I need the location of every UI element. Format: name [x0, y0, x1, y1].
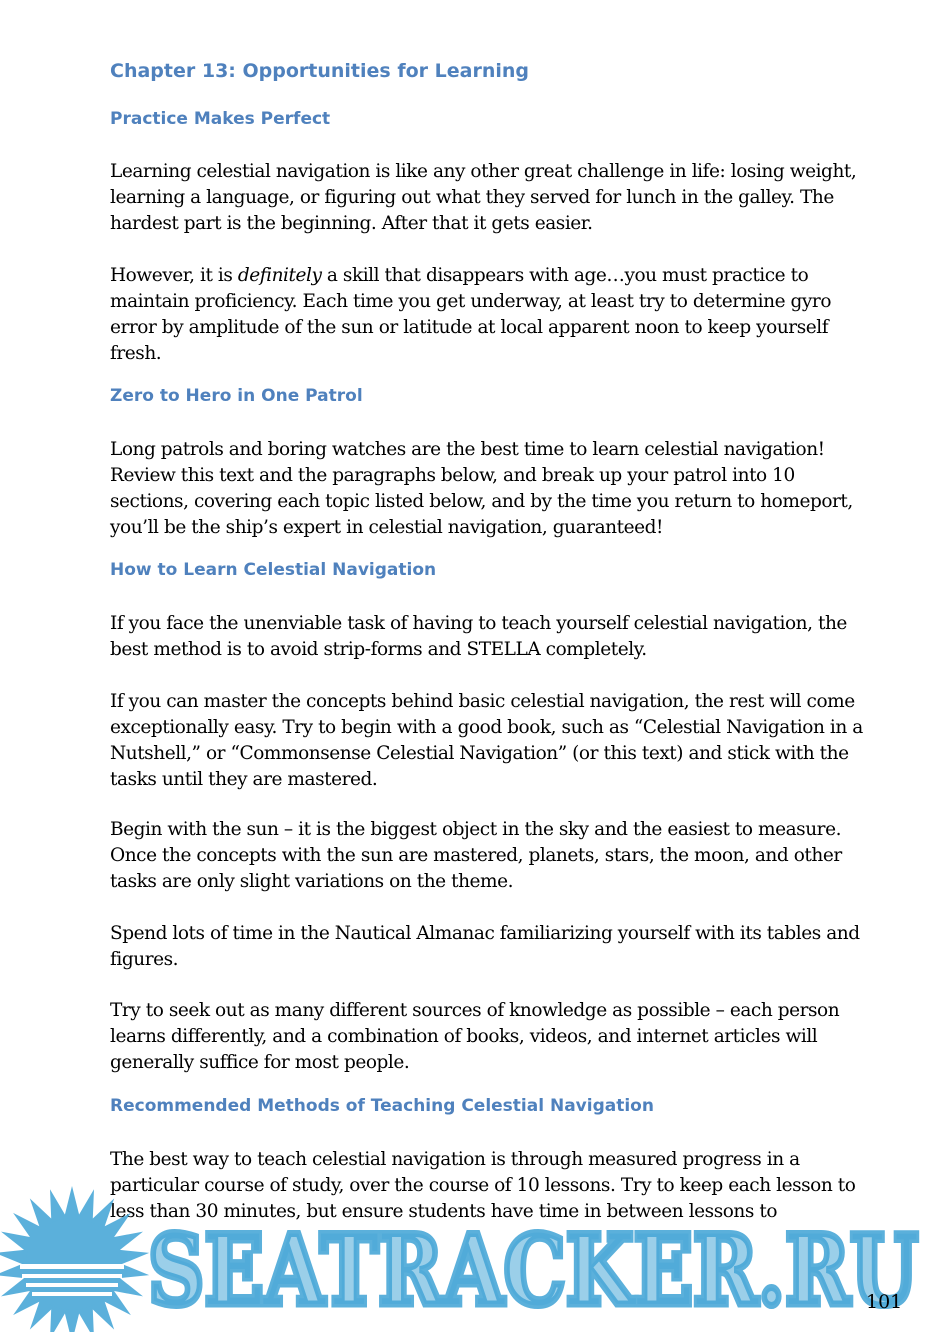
- paragraph-line: Nutshell,” or “Commonsense Celestial Navigation” (or this text) and stick with the: [110, 743, 849, 764]
- paragraph-line: If you face the unenviable task of having to teach yourself celestial navigation, the: [110, 613, 847, 634]
- paragraph-line: Learning celestial navigation is like any other great challenge in life: losing weight,: [110, 161, 857, 182]
- paragraph-line: figures.: [110, 949, 179, 970]
- paragraph: [110, 921, 900, 973]
- paragraph-line: Long patrols and boring watches are the best time to learn celestial navigation!: [110, 439, 825, 460]
- section-heading-recommended-methods: Recommended Methods of Teaching Celestial Navigation: [110, 1096, 654, 1116]
- chapter-title: Chapter 13: Opportunities for Learning: [110, 60, 529, 82]
- paragraph: [110, 437, 900, 541]
- paragraph-line: Begin with the sun – it is the biggest object in the sky and the easiest to measure.: [110, 819, 842, 840]
- watermark-text-fill: SEATRACKER.RU: [148, 1214, 918, 1327]
- paragraph-line: maintain proficiency. Each time you get underway, at least try to determine gyro: [110, 291, 832, 312]
- sun-logo-icon: [0, 1186, 149, 1332]
- paragraph-line: exceptionally easy. Try to begin with a good book, such as “Celestial Navigation in a: [110, 717, 863, 738]
- paragraph: [110, 263, 900, 367]
- paragraph: [110, 998, 900, 1076]
- paragraph-line: fresh.: [110, 343, 162, 364]
- paragraph-line: error by amplitude of the sun or latitude at local apparent noon to keep yourself: [110, 317, 829, 338]
- paragraph-line: If you can master the concepts behind basic celestial navigation, the rest will come: [110, 691, 855, 712]
- paragraph-line: tasks are only slight variations on the theme.: [110, 871, 514, 892]
- paragraph-line: particular course of study, over the course of 10 lessons. Try to keep each lesson to: [110, 1175, 856, 1196]
- seatracker-watermark: [0, 1180, 942, 1332]
- paragraph: [110, 817, 900, 895]
- paragraph-line: Review this text and the paragraphs below, and break up your patrol into 10: [110, 465, 795, 486]
- paragraph: [110, 611, 900, 663]
- section-heading-zero-to-hero: Zero to Hero in One Patrol: [110, 386, 363, 406]
- paragraph-line: [110, 263, 900, 289]
- emphasis-text: definitely: [237, 265, 322, 286]
- text-run: However, it is: [110, 265, 238, 286]
- paragraph: [110, 159, 900, 237]
- watermark-text: SEATRACKER.RU: [148, 1214, 918, 1327]
- paragraph-line: Try to seek out as many different sources of knowledge as possible – each person: [110, 1000, 840, 1021]
- paragraph-line: less than 30 minutes, but ensure students have time in between lessons to: [110, 1201, 778, 1222]
- section-heading-practice: Practice Makes Perfect: [110, 109, 331, 129]
- paragraph-line: generally suffice for most people.: [110, 1052, 410, 1073]
- section-heading-how-to-learn: How to Learn Celestial Navigation: [110, 560, 437, 580]
- page-number: 101: [866, 1291, 903, 1313]
- paragraph-line: Once the concepts with the sun are mastered, planets, stars, the moon, and other: [110, 845, 842, 866]
- paragraph-line: hardest part is the beginning. After that it gets easier.: [110, 213, 593, 234]
- paragraph-line: Spend lots of time in the Nautical Almanac familiarizing yourself with its tables and: [110, 923, 860, 944]
- paragraph-line: you’ll be the ship’s expert in celestial navigation, guaranteed!: [110, 517, 663, 538]
- paragraph-line: learning a language, or figuring out what they served for lunch in the galley. The: [110, 187, 834, 208]
- paragraph-line: The best way to teach celestial navigation is through measured progress in a: [110, 1149, 800, 1170]
- paragraph-line: sections, covering each topic listed below, and by the time you return to homeport,: [110, 491, 853, 512]
- paragraph-line: best method is to avoid strip-forms and STELLA completely.: [110, 639, 647, 660]
- paragraph-line: tasks until they are mastered.: [110, 769, 378, 790]
- text-run: a skill that disappears with age…you must practice to: [321, 265, 809, 286]
- paragraph: [110, 689, 900, 793]
- paragraph-line: learns differently, and a combination of books, videos, and internet articles will: [110, 1026, 818, 1047]
